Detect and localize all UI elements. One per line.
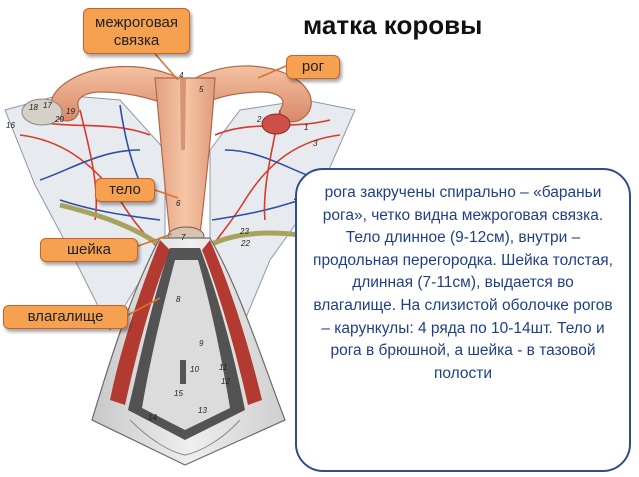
intercornual-ligament-fold <box>180 78 186 150</box>
label-vagina: влагалище <box>3 305 128 329</box>
figure-number: 4 <box>179 71 184 80</box>
label-horn: рог <box>286 55 340 79</box>
figure-number: 19 <box>66 107 75 116</box>
label-body: тело <box>95 178 155 202</box>
figure-number: 5 <box>199 85 204 94</box>
label-intercornual-ligament: межроговая связка <box>83 8 190 54</box>
figure-number: 3 <box>313 139 318 148</box>
figure-number: 14 <box>148 413 157 422</box>
figure-number: 11 <box>219 363 228 372</box>
figure-number: 17 <box>43 101 52 110</box>
figure-number: 8 <box>176 295 181 304</box>
figure-number: 22 <box>241 239 250 248</box>
figure-number: 16 <box>6 121 15 130</box>
description-box <box>295 168 631 472</box>
figure-number: 6 <box>176 199 181 208</box>
figure-number: 13 <box>198 406 207 415</box>
figure-number: 9 <box>199 339 204 348</box>
figure-number: 18 <box>29 103 38 112</box>
page-title: матка коровы <box>303 10 483 40</box>
figure-number: 15 <box>174 389 183 398</box>
figure-number: 7 <box>181 233 186 242</box>
urethral-opening <box>180 360 186 384</box>
right-ovary <box>262 114 290 134</box>
figure-number: 10 <box>190 365 199 374</box>
figure-number: 20 <box>55 115 64 124</box>
figure-number: 1 <box>304 123 309 132</box>
figure-number: 23 <box>240 227 249 236</box>
label-cervix: шейка <box>40 238 138 262</box>
figure-number: 2 <box>257 115 262 124</box>
description-text: рога закручены спирально – «бараньи рога», четко видна межроговая связка. Тело длинное (9-12см), внутри – продольная перегородка. Шейка толстая, длинная (7-11см), выдается во влагалище. На слизистой оболочке рогов – карункулы: 4 ряда по 10-14шт. Тело и рога в брюшной, а шейка - в тазовой полости <box>313 184 613 382</box>
figure-number: 12 <box>221 377 230 386</box>
